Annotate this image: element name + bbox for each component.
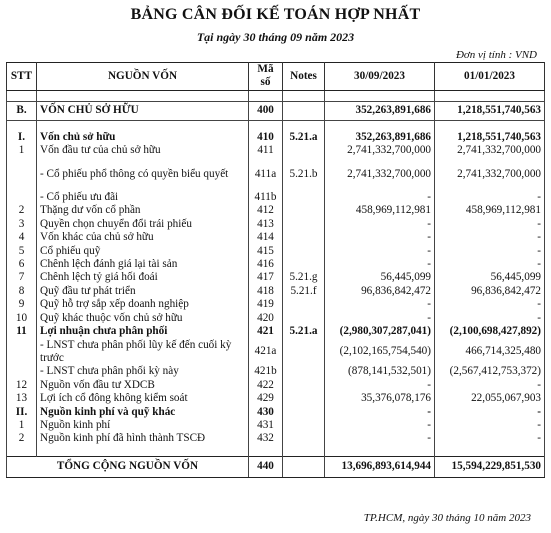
table-row: [7, 298, 545, 311]
row-note: [283, 144, 325, 157]
row-value-period-start: -: [435, 218, 545, 231]
row-value-period-end: 2,741,332,700,000: [325, 168, 435, 181]
header-notes: Notes: [283, 63, 325, 91]
total-row: [7, 456, 545, 477]
row-label: - Cổ phiếu ưu đãi: [37, 191, 249, 204]
row-stt: 12: [7, 379, 37, 392]
row-note: [283, 218, 325, 231]
row-label: Thặng dư vốn cổ phần: [37, 204, 249, 217]
row-stt: I.: [7, 131, 37, 144]
row-note: [283, 191, 325, 204]
row-label: Vốn chủ sở hữu: [37, 131, 249, 144]
row-label: Cổ phiếu quỹ: [37, 245, 249, 258]
row-value-period-start: 2,741,332,700,000: [435, 144, 545, 157]
row-value-period-start: 56,445,099: [435, 271, 545, 284]
row-value-period-end: (878,141,532,501): [325, 365, 435, 378]
row-value-period-end: -: [325, 432, 435, 445]
row-label: Vốn khác của chủ sở hữu: [37, 231, 249, 244]
row-note: [283, 379, 325, 392]
header-period-end: 30/09/2023: [325, 63, 435, 91]
row-stt: [7, 339, 37, 366]
table-row: [7, 218, 545, 231]
row-value-period-start: 458,969,112,981: [435, 204, 545, 217]
row-note: [283, 419, 325, 432]
row-value-period-start: 1,218,551,740,563: [435, 101, 545, 120]
spacer-row: [7, 120, 545, 131]
row-value-period-start: (2,100,698,427,892): [435, 325, 545, 338]
row-stt: 5: [7, 245, 37, 258]
row-code: 421a: [249, 339, 283, 366]
row-value-period-end: -: [325, 312, 435, 325]
row-value-period-start: -: [435, 298, 545, 311]
table-row: [7, 392, 545, 405]
spacer-row: [7, 181, 545, 191]
row-code: 432: [249, 432, 283, 445]
row-stt: II.: [7, 406, 37, 419]
row-value-period-end: (2,102,165,754,540): [325, 339, 435, 366]
document-title: BẢNG CÂN ĐỐI KẾ TOÁN HỢP NHẤT: [130, 6, 421, 23]
row-stt: 2: [7, 204, 37, 217]
table-row: [7, 339, 545, 366]
row-value-period-start: -: [435, 258, 545, 271]
header-code: Mã số: [249, 63, 283, 91]
total-note: [283, 456, 325, 477]
header-period-start: 01/01/2023: [435, 63, 545, 91]
row-value-period-end: 352,263,891,686: [325, 101, 435, 120]
row-stt: 4: [7, 231, 37, 244]
total-value-period-end: 13,696,893,614,944: [325, 456, 435, 477]
row-value-period-start: -: [435, 231, 545, 244]
table-row: [7, 419, 545, 432]
row-stt: [7, 365, 37, 378]
row-stt: 8: [7, 285, 37, 298]
row-value-period-start: 1,218,551,740,563: [435, 131, 545, 144]
row-note: 5.21.f: [283, 285, 325, 298]
row-label: Quỹ khác thuộc vốn chủ sở hữu: [37, 312, 249, 325]
row-code: 411: [249, 144, 283, 157]
total-value-period-start: 15,594,229,851,530: [435, 456, 545, 477]
signature-place-date: TP.HCM, ngày 30 tháng 10 năm 2023: [363, 512, 531, 524]
table-row: [7, 231, 545, 244]
row-code: 410: [249, 131, 283, 144]
table-row: [7, 271, 545, 284]
table-row: [7, 406, 545, 419]
row-value-period-start: -: [435, 432, 545, 445]
balance-sheet-table: [6, 62, 545, 478]
row-value-period-end: 96,836,842,472: [325, 285, 435, 298]
row-value-period-end: 2,741,332,700,000: [325, 144, 435, 157]
row-label: - LNST chưa phân phối kỳ này: [37, 365, 249, 378]
table-row: [7, 325, 545, 338]
table-row: [7, 131, 545, 144]
table-header-row: [7, 63, 545, 91]
row-value-period-start: -: [435, 379, 545, 392]
row-value-period-start: 22,055,067,903: [435, 392, 545, 405]
row-value-period-start: -: [435, 419, 545, 432]
row-note: 5.21.a: [283, 131, 325, 144]
row-label: Quỹ hỗ trợ sắp xếp doanh nghiệp: [37, 298, 249, 311]
row-stt: 1: [7, 144, 37, 157]
row-code: 414: [249, 231, 283, 244]
table-row: [7, 258, 545, 271]
row-label: Nguồn kinh phí và quỹ khác: [37, 406, 249, 419]
table-row: [7, 191, 545, 204]
row-code: 420: [249, 312, 283, 325]
row-code: 429: [249, 392, 283, 405]
row-value-period-start: (2,567,412,753,372): [435, 365, 545, 378]
row-stt: 7: [7, 271, 37, 284]
row-note: 5.21.g: [283, 271, 325, 284]
row-label: - LNST chưa phân phối lũy kế đến cuối kỳ trước: [37, 339, 249, 366]
table-row: [7, 144, 545, 157]
row-value-period-end: -: [325, 379, 435, 392]
row-note: [283, 204, 325, 217]
row-label: Chênh lệch đánh giá lại tài sản: [37, 258, 249, 271]
row-value-period-end: -: [325, 258, 435, 271]
row-value-period-start: 2,741,332,700,000: [435, 168, 545, 181]
table-row: [7, 168, 545, 181]
row-value-period-end: -: [325, 231, 435, 244]
row-value-period-end: 56,445,099: [325, 271, 435, 284]
row-note: 5.21.a: [283, 325, 325, 338]
row-value-period-end: (2,980,307,287,041): [325, 325, 435, 338]
row-note: [283, 339, 325, 366]
document-date: Tại ngày 30 tháng 09 năm 2023: [196, 30, 355, 44]
row-value-period-start: -: [435, 406, 545, 419]
row-label: Nguồn kinh phí đã hình thành TSCĐ: [37, 432, 249, 445]
table-row: [7, 245, 545, 258]
header-stt: STT: [7, 63, 37, 91]
row-value-period-start: 466,714,325,480: [435, 339, 545, 366]
row-stt: 2: [7, 432, 37, 445]
row-note: [283, 392, 325, 405]
row-note: [283, 298, 325, 311]
table-row: [7, 379, 545, 392]
row-code: 417: [249, 271, 283, 284]
row-label: Quyền chọn chuyển đổi trái phiếu: [37, 218, 249, 231]
row-stt: 3: [7, 218, 37, 231]
row-stt: B.: [7, 101, 37, 120]
row-label: Quỹ đầu tư phát triển: [37, 285, 249, 298]
row-note: [283, 101, 325, 120]
row-code: 416: [249, 258, 283, 271]
table-row: [7, 432, 545, 445]
row-code: 413: [249, 218, 283, 231]
total-code: 440: [249, 456, 283, 477]
header-source: NGUỒN VỐN: [37, 63, 249, 91]
row-code: 411a: [249, 168, 283, 181]
row-label: Nguồn kinh phí: [37, 419, 249, 432]
table-row: [7, 204, 545, 217]
table-row: [7, 285, 545, 298]
table-row: [7, 101, 545, 120]
row-note: [283, 245, 325, 258]
row-value-period-end: -: [325, 218, 435, 231]
row-code: 431: [249, 419, 283, 432]
row-value-period-start: -: [435, 245, 545, 258]
spacer-row: [7, 90, 545, 101]
row-note: [283, 406, 325, 419]
row-code: 422: [249, 379, 283, 392]
table-row: [7, 312, 545, 325]
row-label: Chênh lệch tỷ giá hối đoái: [37, 271, 249, 284]
table-row: [7, 365, 545, 378]
row-value-period-end: -: [325, 191, 435, 204]
row-label: Lợi nhuận chưa phân phối: [37, 325, 249, 338]
row-value-period-end: 458,969,112,981: [325, 204, 435, 217]
row-code: 421: [249, 325, 283, 338]
row-value-period-end: 352,263,891,686: [325, 131, 435, 144]
row-value-period-end: -: [325, 406, 435, 419]
row-code: 411b: [249, 191, 283, 204]
row-value-period-end: -: [325, 245, 435, 258]
row-stt: 11: [7, 325, 37, 338]
row-value-period-end: 35,376,078,176: [325, 392, 435, 405]
row-note: [283, 365, 325, 378]
row-note: [283, 231, 325, 244]
row-value-period-end: -: [325, 419, 435, 432]
total-label: TỔNG CỘNG NGUỒN VỐN: [7, 456, 249, 477]
row-code: 421b: [249, 365, 283, 378]
row-note: [283, 432, 325, 445]
spacer-row: [7, 158, 545, 168]
row-label: Lợi ích cổ đông không kiểm soát: [37, 392, 249, 405]
row-note: [283, 312, 325, 325]
spacer-row: [7, 446, 545, 457]
row-code: 430: [249, 406, 283, 419]
row-value-period-start: 96,836,842,472: [435, 285, 545, 298]
row-stt: [7, 191, 37, 204]
currency-unit: Đơn vị tính : VND: [455, 49, 537, 61]
row-label: Nguồn vốn đầu tư XDCB: [37, 379, 249, 392]
row-code: 400: [249, 101, 283, 120]
row-stt: [7, 168, 37, 181]
row-code: 419: [249, 298, 283, 311]
row-code: 412: [249, 204, 283, 217]
row-stt: 13: [7, 392, 37, 405]
row-note: [283, 258, 325, 271]
row-stt: 6: [7, 258, 37, 271]
row-stt: 10: [7, 312, 37, 325]
row-value-period-start: -: [435, 191, 545, 204]
row-note: 5.21.b: [283, 168, 325, 181]
row-label: Vốn đầu tư của chủ sở hữu: [37, 144, 249, 157]
row-stt: 1: [7, 419, 37, 432]
row-label: - Cổ phiếu phổ thông có quyền biểu quyết: [37, 168, 249, 181]
row-stt: 9: [7, 298, 37, 311]
row-code: 415: [249, 245, 283, 258]
row-value-period-end: -: [325, 298, 435, 311]
row-value-period-start: -: [435, 312, 545, 325]
row-label: VỐN CHỦ SỞ HỮU: [37, 101, 249, 120]
row-code: 418: [249, 285, 283, 298]
